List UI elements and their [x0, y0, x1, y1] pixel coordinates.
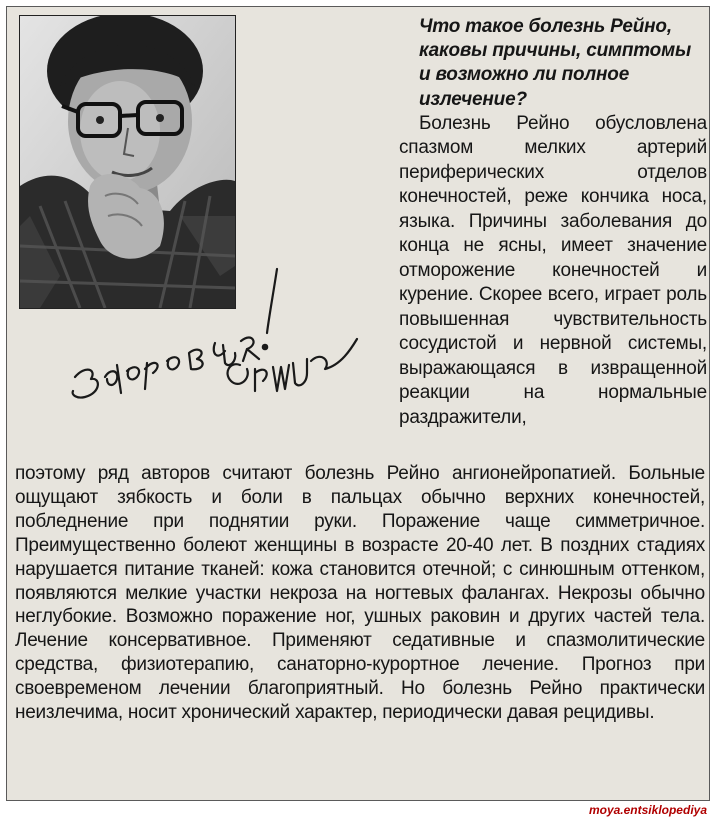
reader-question: Что такое болезнь Рейно, каковы причины, симптомы и возможно ли полное излечение?: [419, 16, 691, 110]
answer-continued-text: поэтому ряд авторов считают болезнь Рейно ангионейропатией. Больные ощущают зябкость и боли в пальцах обычно верхних конечностей, побледнение при поднятии руки. Поражение чаще симметричное. Преимущественно болеют женщины в возрасте 20-40 лет. В поздних стадиях нарушается питание тканей: кожа становится отечной; с синюшным оттенком, появляются мелкие участки некроза на ногтевых фалангах. Некрозы обычно неглубокие. Возможно поражение ног, ушных раковин и других частей тела. Лечение консервативное. Применяют седативные и спазмолитические средства, физиотерапию, санаторно-курортное лечение. Прогноз при своевременом лечении благоприятный. Но болезнь Рейно практически неизлечима, носит хронический характер, периодически давая рецидивы.: [15, 463, 705, 724]
handwritten-signature: [55, 265, 365, 425]
answer-intro-text: Болезнь Рейно обусловлена спазмом мелких артерий периферических отделов конечностей, реже кончика носа, языка. Причины заболевания до конца не ясны, имеет значение отморожение конечностей и курение. Скорее всего, играет роль повышенная чувствительность сосудистой и нервной системы, выражающаяся в извращенной реакции на нормальные раздражители,: [399, 112, 707, 428]
article-right-column: [399, 15, 707, 430]
watermark: moya.entsiklopediya: [588, 803, 707, 817]
newspaper-clipping: [6, 6, 710, 801]
